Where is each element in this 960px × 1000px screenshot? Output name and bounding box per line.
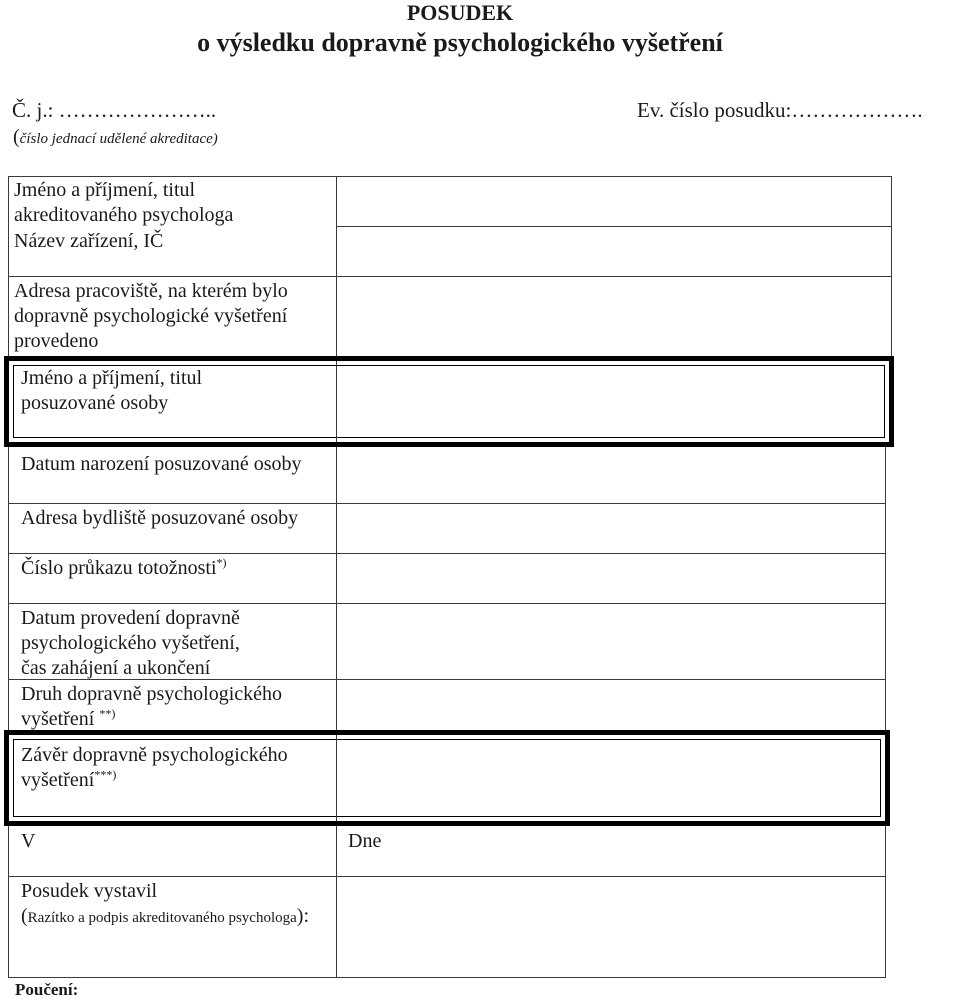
footnote-mark: ***) <box>94 767 117 782</box>
document-title: POSUDEK <box>406 0 514 25</box>
label-line: Datum provedení dopravně <box>21 607 240 629</box>
label-line: čas zahájení a ukončení <box>21 657 211 679</box>
row-divider <box>8 276 892 277</box>
poucheni-heading: Poučení: <box>15 980 79 999</box>
prukaz-value-field[interactable] <box>338 555 884 602</box>
row-divider <box>8 553 886 554</box>
label-psycholog <box>14 178 334 228</box>
podpis-value-field[interactable] <box>338 878 884 976</box>
label-prukaz <box>21 556 333 581</box>
cislo-jednaci-note-paren: ( <box>13 126 20 148</box>
zarizeni-value-field[interactable] <box>338 228 890 275</box>
stamp-note-paren: ( <box>21 905 28 927</box>
label-line: provedeno <box>14 330 99 352</box>
label-line: Jméno a příjmení, titul <box>21 367 203 389</box>
osoba-value-field[interactable] <box>338 367 884 437</box>
druh-value-field[interactable] <box>338 681 884 729</box>
label-line: Adresa pracoviště, na kterém bylo <box>14 280 288 302</box>
label-zarizeni: Název zařízení, IČ <box>14 230 164 252</box>
table-top-border <box>8 176 892 177</box>
stamp-note-close: ): <box>296 905 309 927</box>
datum-provedeni-value-field[interactable] <box>338 605 884 678</box>
label-text: Číslo průkazu totožnosti <box>21 557 217 579</box>
label-line: Druh dopravně psychologického <box>21 683 283 705</box>
adresa-pracoviste-value-field[interactable] <box>338 278 890 355</box>
label-v: V <box>21 830 36 852</box>
bydliste-value-field[interactable] <box>338 505 884 552</box>
footnote-mark: *) <box>216 555 227 570</box>
stamp-note-text: Razítko a podpis akreditovaného psychologa <box>27 910 297 926</box>
column-divider-osoba <box>336 365 337 438</box>
table-right-border-top <box>891 176 892 358</box>
stamp-note <box>21 904 333 931</box>
table-column-divider <box>336 176 337 978</box>
label-dne: Dne <box>348 830 382 852</box>
row-divider <box>336 226 892 227</box>
label-posudek-vystavil <box>21 879 333 931</box>
datum-narozeni-value-field[interactable] <box>338 449 884 502</box>
label-line: psychologického vyšetření, <box>21 632 240 654</box>
cislo-jednaci-note-text: číslo jednací udělené akreditace) <box>19 131 218 147</box>
ev-cislo-field: Ev. číslo posudku:………………. <box>637 98 923 122</box>
label-line-with-mark <box>21 768 333 793</box>
row-divider <box>8 876 886 877</box>
row-divider <box>8 603 886 604</box>
zaver-value-field[interactable] <box>338 741 880 816</box>
label-text: vyšetření <box>21 708 95 730</box>
label-datum-provedeni <box>21 606 333 681</box>
label-line-with-mark <box>21 707 333 732</box>
label-adresa-bydliste: Adresa bydliště posuzované osoby <box>21 507 299 529</box>
label-text: vyšetření <box>21 769 95 791</box>
label-line: Jméno a příjmení, titul <box>14 179 196 201</box>
label-line: Závěr dopravně psychologického <box>21 744 288 766</box>
label-datum-narozeni: Datum narození posuzované osoby <box>21 453 302 475</box>
label-posuzovana-osoba <box>21 366 331 416</box>
label-zaver <box>21 743 333 793</box>
label-line: posuzované osoby <box>21 392 169 414</box>
row-divider <box>8 503 886 504</box>
cislo-jednaci-note <box>13 126 218 149</box>
cislo-jednaci-field: Č. j.: ………………….. <box>12 98 217 122</box>
document-subtitle: o výsledku dopravně psychologického vyšetření <box>197 28 723 57</box>
label-line: Posudek vystavil <box>21 880 158 902</box>
label-adresa-pracoviste <box>14 279 334 354</box>
psycholog-value-field[interactable] <box>338 178 890 225</box>
table-left-border <box>8 176 9 978</box>
table-right-border <box>885 447 886 978</box>
label-line: dopravně psychologické vyšetření <box>14 305 288 327</box>
footnote-mark: **) <box>99 706 116 721</box>
label-line: akreditovaného psychologa <box>14 204 234 226</box>
column-divider-zaver <box>336 739 337 817</box>
table-bottom-border <box>8 977 886 978</box>
label-druh-vysetreni <box>21 682 333 732</box>
